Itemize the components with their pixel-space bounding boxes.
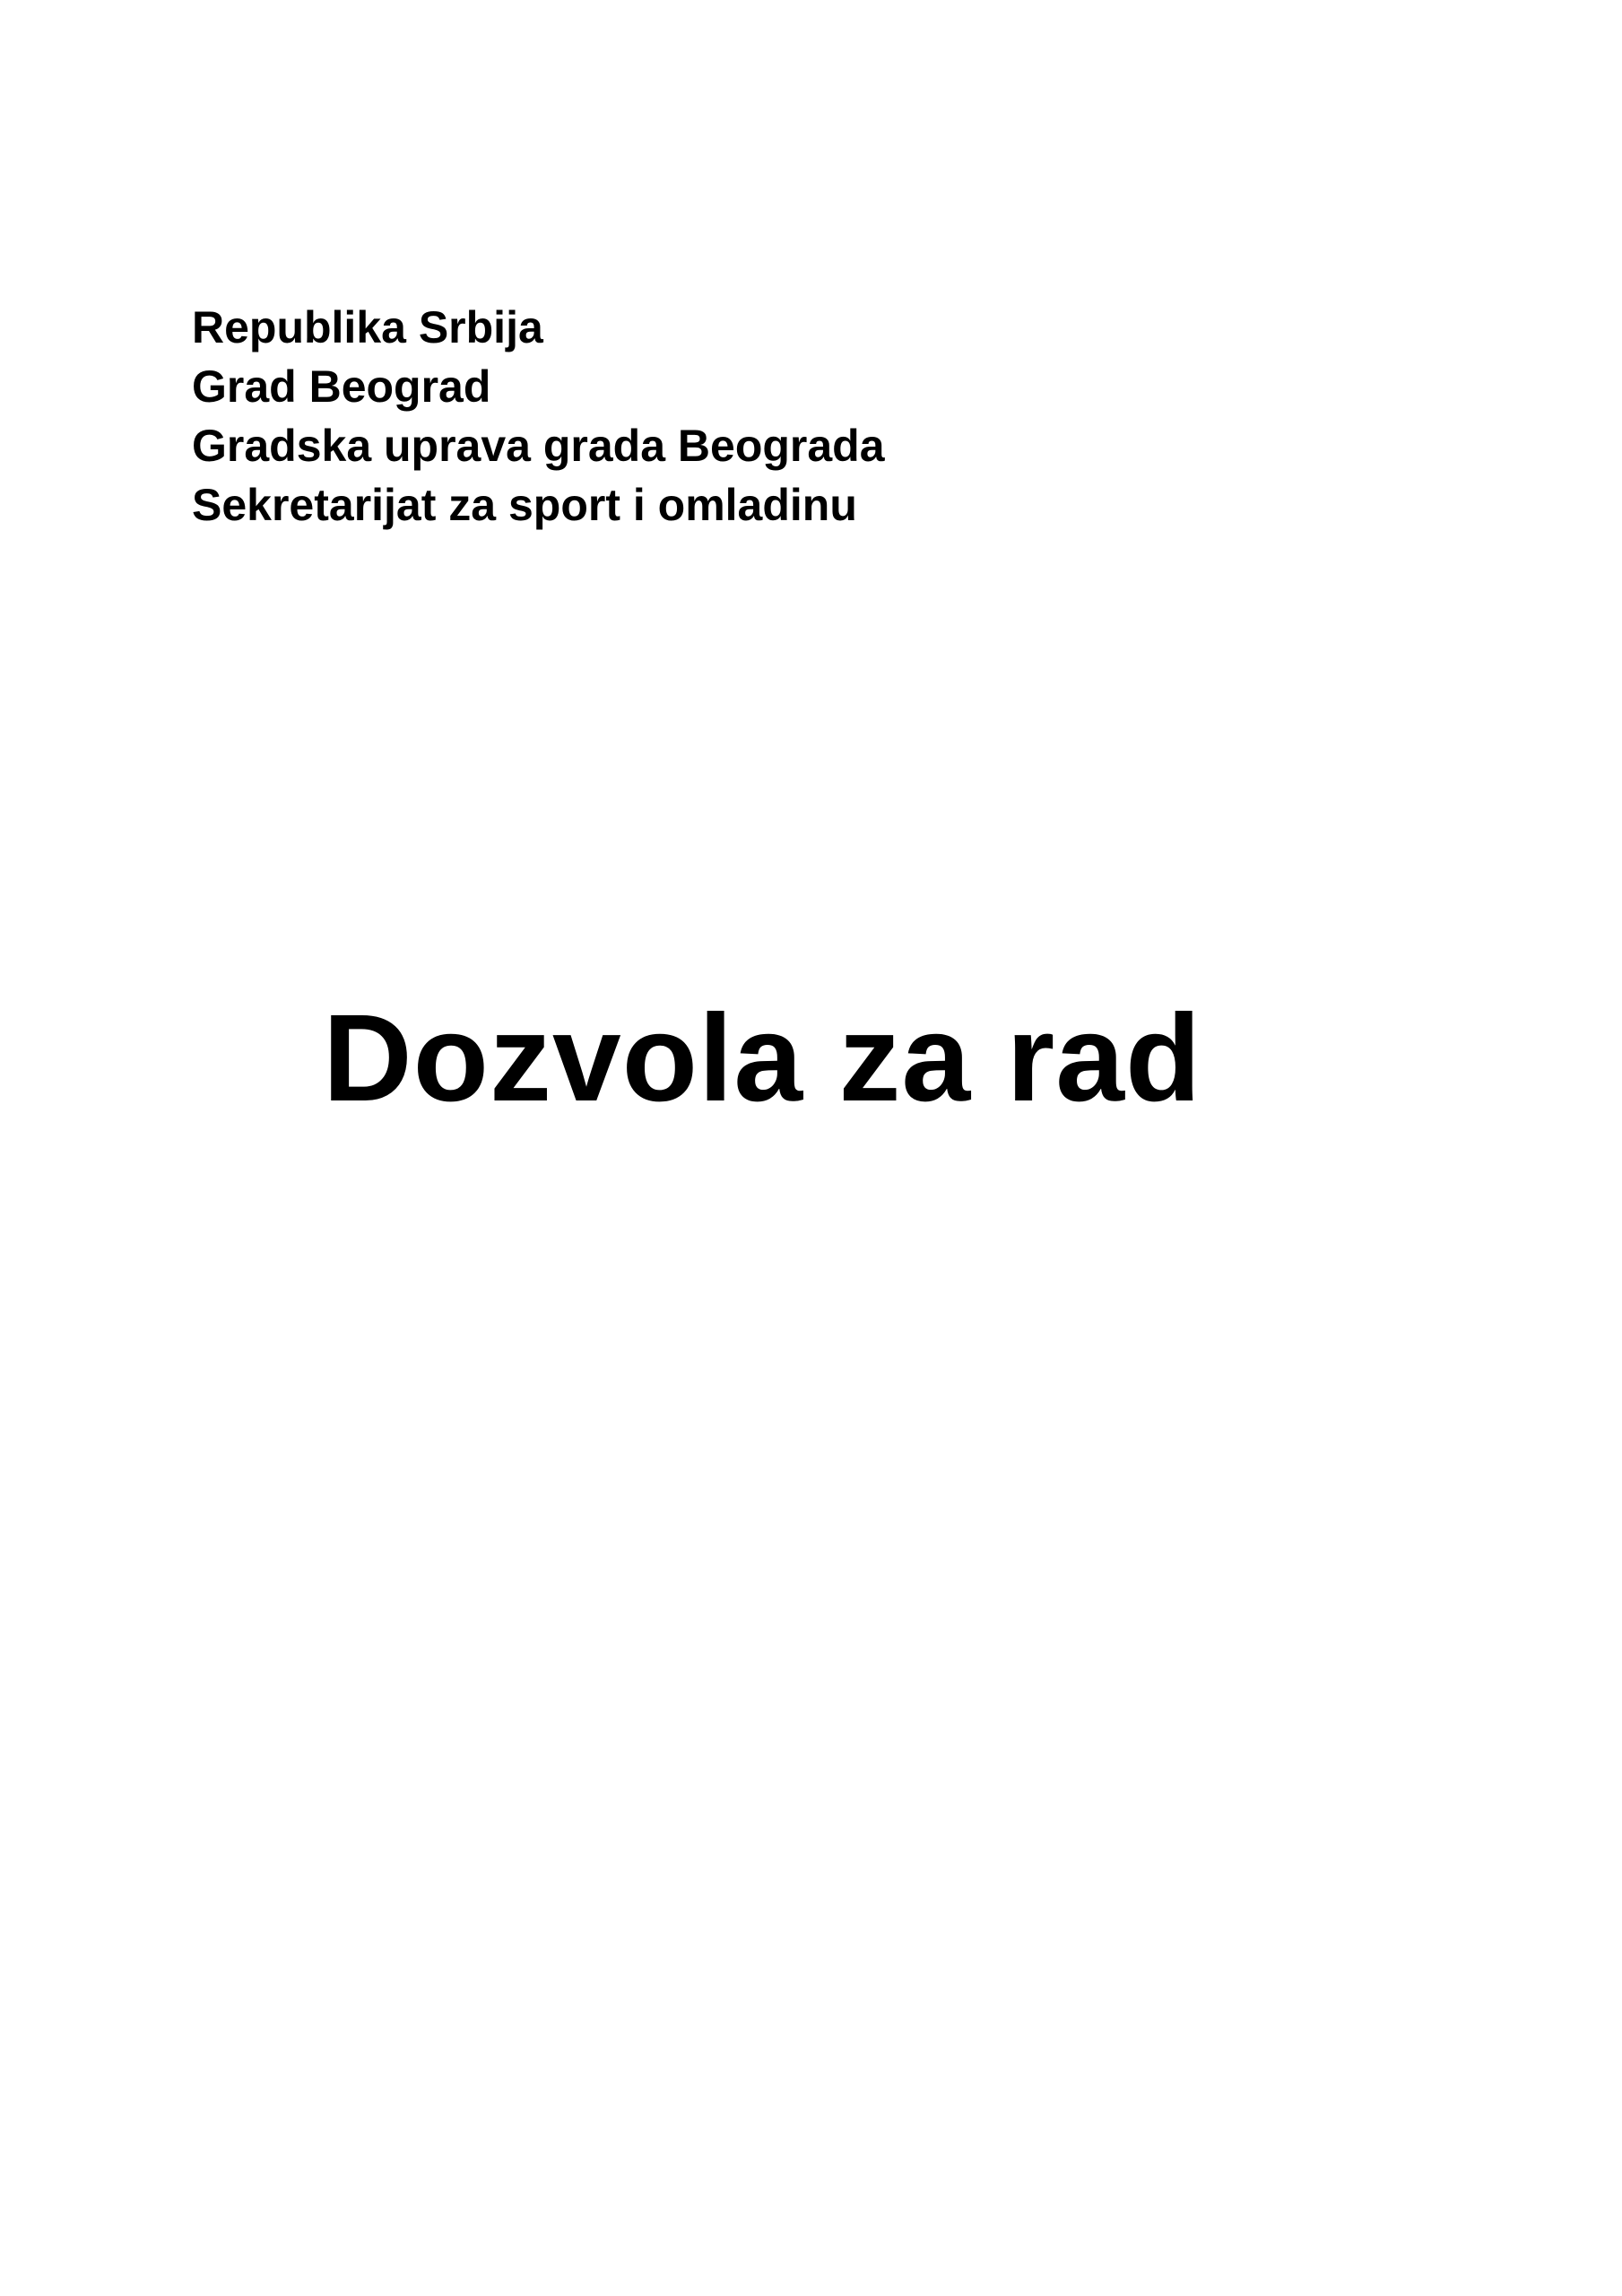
document-title: Dozvola za rad	[323, 989, 1202, 1127]
header-line-secretariat: Sekretarijat za sport i omladinu	[192, 480, 857, 530]
header-line-city: Grad Beograd	[192, 361, 491, 412]
header-line-administration: Gradska uprava grada Beograda	[192, 421, 885, 471]
issuer-header	[192, 298, 1268, 535]
header-line-country: Republika Srbija	[192, 302, 543, 352]
